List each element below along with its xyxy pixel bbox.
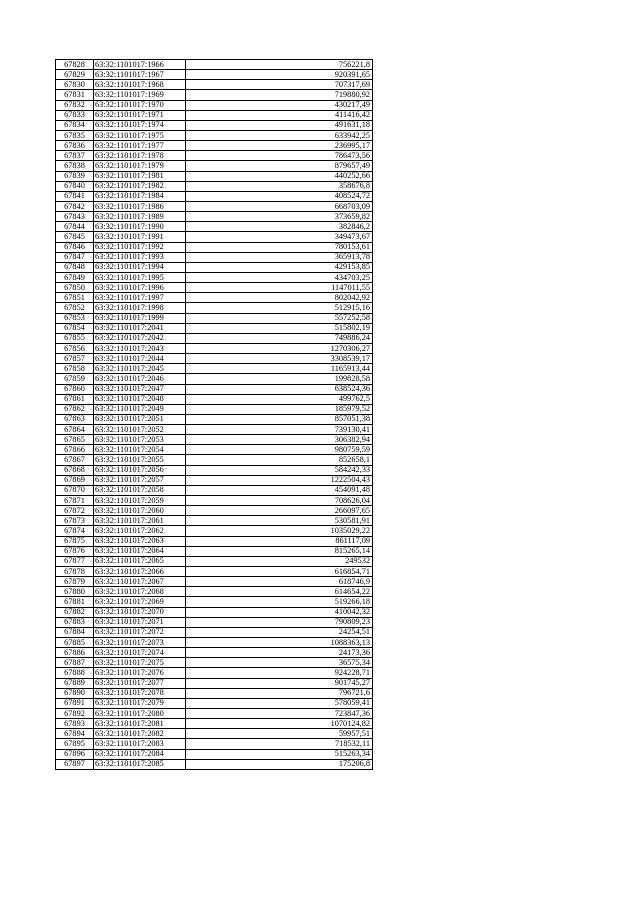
- cadastral-value-cell: 199828,58: [186, 374, 373, 384]
- row-number-cell: 67848: [56, 262, 94, 272]
- row-number-cell: 67859: [56, 374, 94, 384]
- cadastral-value-cell: 519266,18: [186, 597, 373, 607]
- table-row: [56, 455, 373, 465]
- cadastral-value-cell: 796721,6: [186, 688, 373, 698]
- table-row: [56, 80, 373, 90]
- table-row: [56, 485, 373, 495]
- cadastral-number-cell: 63:32:1101017:2048: [94, 394, 186, 404]
- row-number-cell: 67854: [56, 323, 94, 333]
- cadastral-value-cell: 739130,41: [186, 425, 373, 435]
- row-number-cell: 67894: [56, 729, 94, 739]
- cadastral-value-cell: 749886,24: [186, 333, 373, 343]
- cadastral-value-cell: 382846,2: [186, 222, 373, 232]
- cadastral-number-cell: 63:32:1101017:2052: [94, 425, 186, 435]
- cadastral-value-cell: 236995,17: [186, 141, 373, 151]
- table-row: [56, 536, 373, 546]
- cadastral-value-cell: 530581,91: [186, 516, 373, 526]
- row-number-cell: 67881: [56, 597, 94, 607]
- cadastral-number-cell: 63:32:1101017:1994: [94, 262, 186, 272]
- table-row: [56, 262, 373, 272]
- row-number-cell: 67839: [56, 171, 94, 181]
- row-number-cell: 67858: [56, 364, 94, 374]
- cadastral-number-cell: 63:32:1101017:1984: [94, 191, 186, 201]
- cadastral-number-cell: 63:32:1101017:2060: [94, 506, 186, 516]
- row-number-cell: 67851: [56, 293, 94, 303]
- cadastral-value-cell: 499762,5: [186, 394, 373, 404]
- row-number-cell: 67861: [56, 394, 94, 404]
- row-number-cell: 67889: [56, 678, 94, 688]
- row-number-cell: 67885: [56, 638, 94, 648]
- table-row: [56, 100, 373, 110]
- table-row: [56, 496, 373, 506]
- row-number-cell: 67844: [56, 222, 94, 232]
- table-row: [56, 587, 373, 597]
- cadastral-value-cell: 633942,25: [186, 130, 373, 140]
- row-number-cell: 67829: [56, 70, 94, 80]
- cadastral-value-cell: 584242,33: [186, 465, 373, 475]
- cadastral-number-cell: 63:32:1101017:1974: [94, 120, 186, 130]
- cadastral-value-cell: 185979,52: [186, 404, 373, 414]
- row-number-cell: 67887: [56, 658, 94, 668]
- table-row: [56, 141, 373, 151]
- cadastral-value-cell: 349473,67: [186, 232, 373, 242]
- cadastral-number-cell: 63:32:1101017:2069: [94, 597, 186, 607]
- cadastral-number-cell: 63:32:1101017:2068: [94, 587, 186, 597]
- row-number-cell: 67852: [56, 303, 94, 313]
- cadastral-value-cell: 861117,09: [186, 536, 373, 546]
- table-row: [56, 343, 373, 353]
- table-row: [56, 283, 373, 293]
- table-row: [56, 323, 373, 333]
- table-row: [56, 272, 373, 282]
- cadastral-number-cell: 63:32:1101017:2075: [94, 658, 186, 668]
- cadastral-value-cell: 980759,59: [186, 445, 373, 455]
- cadastral-number-cell: 63:32:1101017:1970: [94, 100, 186, 110]
- table-row: [56, 120, 373, 130]
- cadastral-number-cell: 63:32:1101017:2044: [94, 354, 186, 364]
- table-row: [56, 506, 373, 516]
- row-number-cell: 67883: [56, 617, 94, 627]
- cadastral-value-cell: 1088363,13: [186, 638, 373, 648]
- row-number-cell: 67831: [56, 90, 94, 100]
- table-row: [56, 475, 373, 485]
- cadastral-value-cell: 557252,58: [186, 313, 373, 323]
- table-row: [56, 668, 373, 678]
- cadastral-value-cell: 1222504,43: [186, 475, 373, 485]
- table-body: [56, 60, 373, 770]
- cadastral-number-cell: 63:32:1101017:1993: [94, 252, 186, 262]
- cadastral-number-cell: 63:32:1101017:2080: [94, 709, 186, 719]
- cadastral-value-cell: 708626,04: [186, 496, 373, 506]
- cadastral-value-cell: 266097,65: [186, 506, 373, 516]
- table-row: [56, 597, 373, 607]
- cadastral-number-cell: 63:32:1101017:2047: [94, 384, 186, 394]
- row-number-cell: 67896: [56, 749, 94, 759]
- row-number-cell: 67876: [56, 546, 94, 556]
- cadastral-number-cell: 63:32:1101017:2072: [94, 627, 186, 637]
- cadastral-number-cell: 63:32:1101017:2066: [94, 567, 186, 577]
- table-row: [56, 658, 373, 668]
- cadastral-value-cell: 802042,92: [186, 293, 373, 303]
- row-number-cell: 67857: [56, 354, 94, 364]
- cadastral-number-cell: 63:32:1101017:2076: [94, 668, 186, 678]
- cadastral-number-cell: 63:32:1101017:2043: [94, 343, 186, 353]
- row-number-cell: 67836: [56, 141, 94, 151]
- cadastral-number-cell: 63:32:1101017:1967: [94, 70, 186, 80]
- row-number-cell: 67867: [56, 455, 94, 465]
- cadastral-value-cell: 365913,78: [186, 252, 373, 262]
- cadastral-number-cell: 63:32:1101017:2046: [94, 374, 186, 384]
- row-number-cell: 67879: [56, 577, 94, 587]
- cadastral-value-cell: 430217,49: [186, 100, 373, 110]
- cadastral-number-cell: 63:32:1101017:2070: [94, 607, 186, 617]
- cadastral-number-cell: 63:32:1101017:1990: [94, 222, 186, 232]
- cadastral-number-cell: 63:32:1101017:2041: [94, 323, 186, 333]
- cadastral-value-cell: 515263,34: [186, 749, 373, 759]
- table-row: [56, 354, 373, 364]
- cadastral-number-cell: 63:32:1101017:2083: [94, 739, 186, 749]
- table-row: [56, 546, 373, 556]
- row-number-cell: 67830: [56, 80, 94, 90]
- cadastral-number-cell: 63:32:1101017:1982: [94, 181, 186, 191]
- cadastral-value-cell: 614654,22: [186, 587, 373, 597]
- table-row: [56, 242, 373, 252]
- cadastral-number-cell: 63:32:1101017:2057: [94, 475, 186, 485]
- cadastral-value-cell: 786473,56: [186, 151, 373, 161]
- row-number-cell: 67828: [56, 60, 94, 70]
- table-row: [56, 384, 373, 394]
- cadastral-number-cell: 63:32:1101017:1966: [94, 60, 186, 70]
- cadastral-value-cell: 857051,38: [186, 414, 373, 424]
- row-number-cell: 67875: [56, 536, 94, 546]
- cadastral-value-cell: 719880,92: [186, 90, 373, 100]
- table-row: [56, 749, 373, 759]
- row-number-cell: 67871: [56, 496, 94, 506]
- cadastral-number-cell: 63:32:1101017:2045: [94, 364, 186, 374]
- table-row: [56, 293, 373, 303]
- table-row: [56, 688, 373, 698]
- cadastral-number-cell: 63:32:1101017:2061: [94, 516, 186, 526]
- cadastral-number-cell: 63:32:1101017:1998: [94, 303, 186, 313]
- table-row: [56, 577, 373, 587]
- cadastral-number-cell: 63:32:1101017:2079: [94, 698, 186, 708]
- row-number-cell: 67832: [56, 100, 94, 110]
- cadastral-number-cell: 63:32:1101017:1968: [94, 80, 186, 90]
- cadastral-value-cell: 373659,82: [186, 212, 373, 222]
- cadastral-value-cell: 790809,23: [186, 617, 373, 627]
- table-row: [56, 364, 373, 374]
- row-number-cell: 67865: [56, 435, 94, 445]
- row-number-cell: 67866: [56, 445, 94, 455]
- row-number-cell: 67853: [56, 313, 94, 323]
- cadastral-value-cell: 924228,71: [186, 668, 373, 678]
- cadastral-value-cell: 668703,09: [186, 201, 373, 211]
- table-row: [56, 465, 373, 475]
- cadastral-value-cell: 410042,32: [186, 607, 373, 617]
- row-number-cell: 67863: [56, 414, 94, 424]
- table-row: [56, 759, 373, 769]
- cadastral-number-cell: 63:32:1101017:1986: [94, 201, 186, 211]
- table-row: [56, 719, 373, 729]
- cadastral-value-cell: 411416,42: [186, 110, 373, 120]
- cadastral-value-cell: 175206,8: [186, 759, 373, 769]
- row-number-cell: 67893: [56, 719, 94, 729]
- cadastral-number-cell: 63:32:1101017:1991: [94, 232, 186, 242]
- table-row: [56, 638, 373, 648]
- cadastral-number-cell: 63:32:1101017:2073: [94, 638, 186, 648]
- cadastral-value-cell: 1035029,22: [186, 526, 373, 536]
- table-row: [56, 709, 373, 719]
- row-number-cell: 67843: [56, 212, 94, 222]
- cadastral-value-cell: 756221,8: [186, 60, 373, 70]
- cadastral-number-cell: 63:32:1101017:2064: [94, 546, 186, 556]
- cadastral-value-cell: 358676,8: [186, 181, 373, 191]
- cadastral-value-cell: 440252,66: [186, 171, 373, 181]
- cadastral-number-cell: 63:32:1101017:2058: [94, 485, 186, 495]
- cadastral-value-cell: 638524,36: [186, 384, 373, 394]
- table-row: [56, 394, 373, 404]
- cadastral-number-cell: 63:32:1101017:2067: [94, 577, 186, 587]
- cadastral-value-cell: 515802,19: [186, 323, 373, 333]
- table-row: [56, 313, 373, 323]
- row-number-cell: 67886: [56, 648, 94, 658]
- table-row: [56, 627, 373, 637]
- row-number-cell: 67892: [56, 709, 94, 719]
- row-number-cell: 67862: [56, 404, 94, 414]
- table-row: [56, 607, 373, 617]
- table-row: [56, 567, 373, 577]
- cadastral-number-cell: 63:32:1101017:1977: [94, 141, 186, 151]
- cadastral-number-cell: 63:32:1101017:1999: [94, 313, 186, 323]
- row-number-cell: 67890: [56, 688, 94, 698]
- row-number-cell: 67868: [56, 465, 94, 475]
- cadastral-number-cell: 63:32:1101017:2084: [94, 749, 186, 759]
- cadastral-value-cell: 578059,41: [186, 698, 373, 708]
- cadastral-number-cell: 63:32:1101017:2049: [94, 404, 186, 414]
- cadastral-value-cell: 36575,34: [186, 658, 373, 668]
- row-number-cell: 67860: [56, 384, 94, 394]
- cadastral-value-cell: 1270306,27: [186, 343, 373, 353]
- cadastral-value-cell: 723847,36: [186, 709, 373, 719]
- cadastral-value-table: [55, 59, 373, 770]
- cadastral-value-cell: 454091,48: [186, 485, 373, 495]
- row-number-cell: 67873: [56, 516, 94, 526]
- cadastral-number-cell: 63:32:1101017:1995: [94, 272, 186, 282]
- table-row: [56, 303, 373, 313]
- cadastral-value-cell: 815265,14: [186, 546, 373, 556]
- cadastral-value-cell: 512915,16: [186, 303, 373, 313]
- cadastral-value-cell: 920391,65: [186, 70, 373, 80]
- table-row: [56, 70, 373, 80]
- table-row: [56, 425, 373, 435]
- table-row: [56, 171, 373, 181]
- cadastral-number-cell: 63:32:1101017:1978: [94, 151, 186, 161]
- cadastral-number-cell: 63:32:1101017:1975: [94, 130, 186, 140]
- row-number-cell: 67882: [56, 607, 94, 617]
- row-number-cell: 67877: [56, 556, 94, 566]
- row-number-cell: 67864: [56, 425, 94, 435]
- table-row: [56, 556, 373, 566]
- cadastral-number-cell: 63:32:1101017:1981: [94, 171, 186, 181]
- table-row: [56, 222, 373, 232]
- cadastral-number-cell: 63:32:1101017:1996: [94, 283, 186, 293]
- row-number-cell: 67884: [56, 627, 94, 637]
- table-row: [56, 678, 373, 688]
- row-number-cell: 67845: [56, 232, 94, 242]
- cadastral-number-cell: 63:32:1101017:1997: [94, 293, 186, 303]
- cadastral-value-cell: 24254,51: [186, 627, 373, 637]
- cadastral-value-cell: 780153,61: [186, 242, 373, 252]
- row-number-cell: 67835: [56, 130, 94, 140]
- row-number-cell: 67891: [56, 698, 94, 708]
- cadastral-number-cell: 63:32:1101017:2059: [94, 496, 186, 506]
- cadastral-value-cell: 901745,27: [186, 678, 373, 688]
- cadastral-value-cell: 491631,18: [186, 120, 373, 130]
- cadastral-number-cell: 63:32:1101017:2051: [94, 414, 186, 424]
- cadastral-number-cell: 63:32:1101017:1989: [94, 212, 186, 222]
- row-number-cell: 67855: [56, 333, 94, 343]
- table-row: [56, 414, 373, 424]
- row-number-cell: 67838: [56, 161, 94, 171]
- table-row: [56, 60, 373, 70]
- cadastral-number-cell: 63:32:1101017:2065: [94, 556, 186, 566]
- cadastral-number-cell: 63:32:1101017:2054: [94, 445, 186, 455]
- row-number-cell: 67856: [56, 343, 94, 353]
- row-number-cell: 67833: [56, 110, 94, 120]
- row-number-cell: 67849: [56, 272, 94, 282]
- table-row: [56, 181, 373, 191]
- cadastral-value-cell: 1070124,82: [186, 719, 373, 729]
- row-number-cell: 67888: [56, 668, 94, 678]
- table-row: [56, 201, 373, 211]
- cadastral-number-cell: 63:32:1101017:2078: [94, 688, 186, 698]
- table-row: [56, 698, 373, 708]
- table-row: [56, 252, 373, 262]
- table-row: [56, 191, 373, 201]
- table-row: [56, 445, 373, 455]
- row-number-cell: 67897: [56, 759, 94, 769]
- cadastral-value-cell: 24173,36: [186, 648, 373, 658]
- cadastral-number-cell: 63:32:1101017:2077: [94, 678, 186, 688]
- cadastral-number-cell: 63:32:1101017:2085: [94, 759, 186, 769]
- table-row: [56, 617, 373, 627]
- cadastral-number-cell: 63:32:1101017:2056: [94, 465, 186, 475]
- cadastral-number-cell: 63:32:1101017:1971: [94, 110, 186, 120]
- row-number-cell: 67878: [56, 567, 94, 577]
- table-row: [56, 435, 373, 445]
- row-number-cell: 67880: [56, 587, 94, 597]
- cadastral-value-cell: 408524,72: [186, 191, 373, 201]
- table-row: [56, 739, 373, 749]
- row-number-cell: 67850: [56, 283, 94, 293]
- cadastral-value-cell: 434703,25: [186, 272, 373, 282]
- cadastral-number-cell: 63:32:1101017:2055: [94, 455, 186, 465]
- row-number-cell: 67846: [56, 242, 94, 252]
- cadastral-value-cell: 306382,94: [186, 435, 373, 445]
- cadastral-value-cell: 59957,51: [186, 729, 373, 739]
- row-number-cell: 67847: [56, 252, 94, 262]
- cadastral-number-cell: 63:32:1101017:2081: [94, 719, 186, 729]
- table-row: [56, 110, 373, 120]
- cadastral-value-cell: 852658,1: [186, 455, 373, 465]
- row-number-cell: 67870: [56, 485, 94, 495]
- table-row: [56, 130, 373, 140]
- cadastral-number-cell: 63:32:1101017:1992: [94, 242, 186, 252]
- cadastral-number-cell: 63:32:1101017:2074: [94, 648, 186, 658]
- row-number-cell: 67872: [56, 506, 94, 516]
- cadastral-number-cell: 63:32:1101017:1969: [94, 90, 186, 100]
- cadastral-value-cell: 1147011,55: [186, 283, 373, 293]
- table-row: [56, 90, 373, 100]
- table-row: [56, 648, 373, 658]
- cadastral-value-cell: 429153,85: [186, 262, 373, 272]
- cadastral-number-cell: 63:32:1101017:2063: [94, 536, 186, 546]
- cadastral-value-cell: 249532: [186, 556, 373, 566]
- row-number-cell: 67841: [56, 191, 94, 201]
- cadastral-number-cell: 63:32:1101017:2071: [94, 617, 186, 627]
- table-row: [56, 212, 373, 222]
- cadastral-value-cell: 1165913,44: [186, 364, 373, 374]
- table-row: [56, 404, 373, 414]
- table-row: [56, 526, 373, 536]
- cadastral-number-cell: 63:32:1101017:2042: [94, 333, 186, 343]
- table-row: [56, 374, 373, 384]
- cadastral-value-cell: 879657,49: [186, 161, 373, 171]
- table-row: [56, 333, 373, 343]
- cadastral-value-cell: 718532,11: [186, 739, 373, 749]
- cadastral-value-cell: 707317,69: [186, 80, 373, 90]
- row-number-cell: 67842: [56, 201, 94, 211]
- table-row: [56, 151, 373, 161]
- row-number-cell: 67840: [56, 181, 94, 191]
- cadastral-number-cell: 63:32:1101017:2053: [94, 435, 186, 445]
- cadastral-value-cell: 3308539,17: [186, 354, 373, 364]
- table-row: [56, 516, 373, 526]
- cadastral-number-cell: 63:32:1101017:2082: [94, 729, 186, 739]
- table-row: [56, 729, 373, 739]
- table-row: [56, 232, 373, 242]
- cadastral-number-cell: 63:32:1101017:2062: [94, 526, 186, 536]
- row-number-cell: 67837: [56, 151, 94, 161]
- cadastral-value-cell: 616854,71: [186, 567, 373, 577]
- cadastral-value-cell: 618746,9: [186, 577, 373, 587]
- table-row: [56, 161, 373, 171]
- row-number-cell: 67869: [56, 475, 94, 485]
- row-number-cell: 67874: [56, 526, 94, 536]
- cadastral-number-cell: 63:32:1101017:1979: [94, 161, 186, 171]
- row-number-cell: 67834: [56, 120, 94, 130]
- row-number-cell: 67895: [56, 739, 94, 749]
